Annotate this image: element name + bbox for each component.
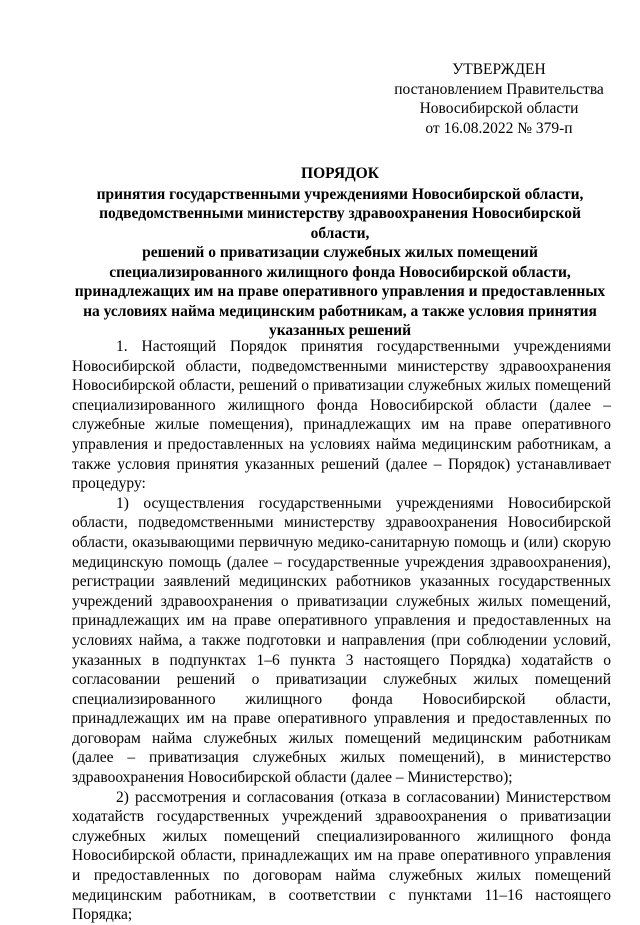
paragraph-1-1: 1) осуществления государственными учреждениями Новосибирской области, подведомственными министерству здравоохранения Новосибирской области, оказывающими первичную медико-санитарную помощь и (или) скорую медицинскую помощь (далее – государственные учреждения здравоохранения), регистрации заявлений медицинских работников указанных государственных учреждений здравоохранения о приватизации служебных жилых помещений, принадлежащих им на праве оперативного управления и предоставленных на условиях найма, а также подготовки и направления (при соблюдении условий, указанных в подпунктах 1–6 пункта 3 настоящего Порядка) ходатайств о согласовании решений о приватизации служебных жилых помещений специализированного жилищного фонда Новосибирской области, принадлежащих им на праве оперативного управления и предоставленных по договорам найма служебных жилых помещений медицинским работникам (далее – приватизация служебных жилых помещений), в министерство здравоохранения Новосибирской области (далее – Министерство); (72, 494, 611, 787)
paragraph-1: 1. Настоящий Порядок принятия государственными учреждениями Новосибирской области, подведомственными министерству здравоохранения Новосибирской области, решений о приватизации служебных жилых помещений специализированного жилищного фонда Новосибирской области (далее – служебные жилые помещения), принадлежащих им на праве оперативного управления и предоставленных на условиях найма медицинским работникам, а также условия принятия указанных решений (далее – Порядок) устанавливает процедуру: (72, 338, 611, 493)
approval-decree: постановлением Правительства (394, 80, 604, 98)
approval-stamp (394, 60, 604, 138)
title-line: принадлежащих им на праве оперативного управления и предоставленных (74, 283, 606, 300)
approval-date-number: от 16.08.2022 № 379-п (425, 119, 573, 137)
title-heading: ПОРЯДОК (301, 165, 379, 182)
title-line: принятия государственными учреждениями Новосибирской области, (96, 185, 584, 203)
document-title (72, 164, 608, 341)
title-line: решений о приватизации служебных жилых помещений (142, 244, 538, 261)
document-body (72, 337, 611, 925)
title-line: на условиях найма медицинским работникам, а также условия принятия (83, 302, 597, 320)
title-line: специализированного жилищного фонда Новосибирской области, (109, 263, 571, 281)
title-line: указанных решений (268, 322, 412, 339)
approval-region: Новосибирской области (419, 100, 579, 117)
approval-title: УТВЕРЖДЕН (452, 61, 546, 78)
title-line: подведомственными министерству здравоохранения Новосибирской области, (99, 205, 581, 242)
paragraph-1-2: 2) рассмотрения и согласования (отказа в согласовании) Министерством ходатайств государственных учреждений здравоохранения о приватизации служебных жилых помещений специализированного жилищного фонда Новосибирской области, принадлежащих им на праве оперативного управления и предоставленных по договорам найма служебных жилых помещений медицинским работникам, в соответствии с пунктами 11–16 настоящего Порядка; (72, 788, 611, 924)
